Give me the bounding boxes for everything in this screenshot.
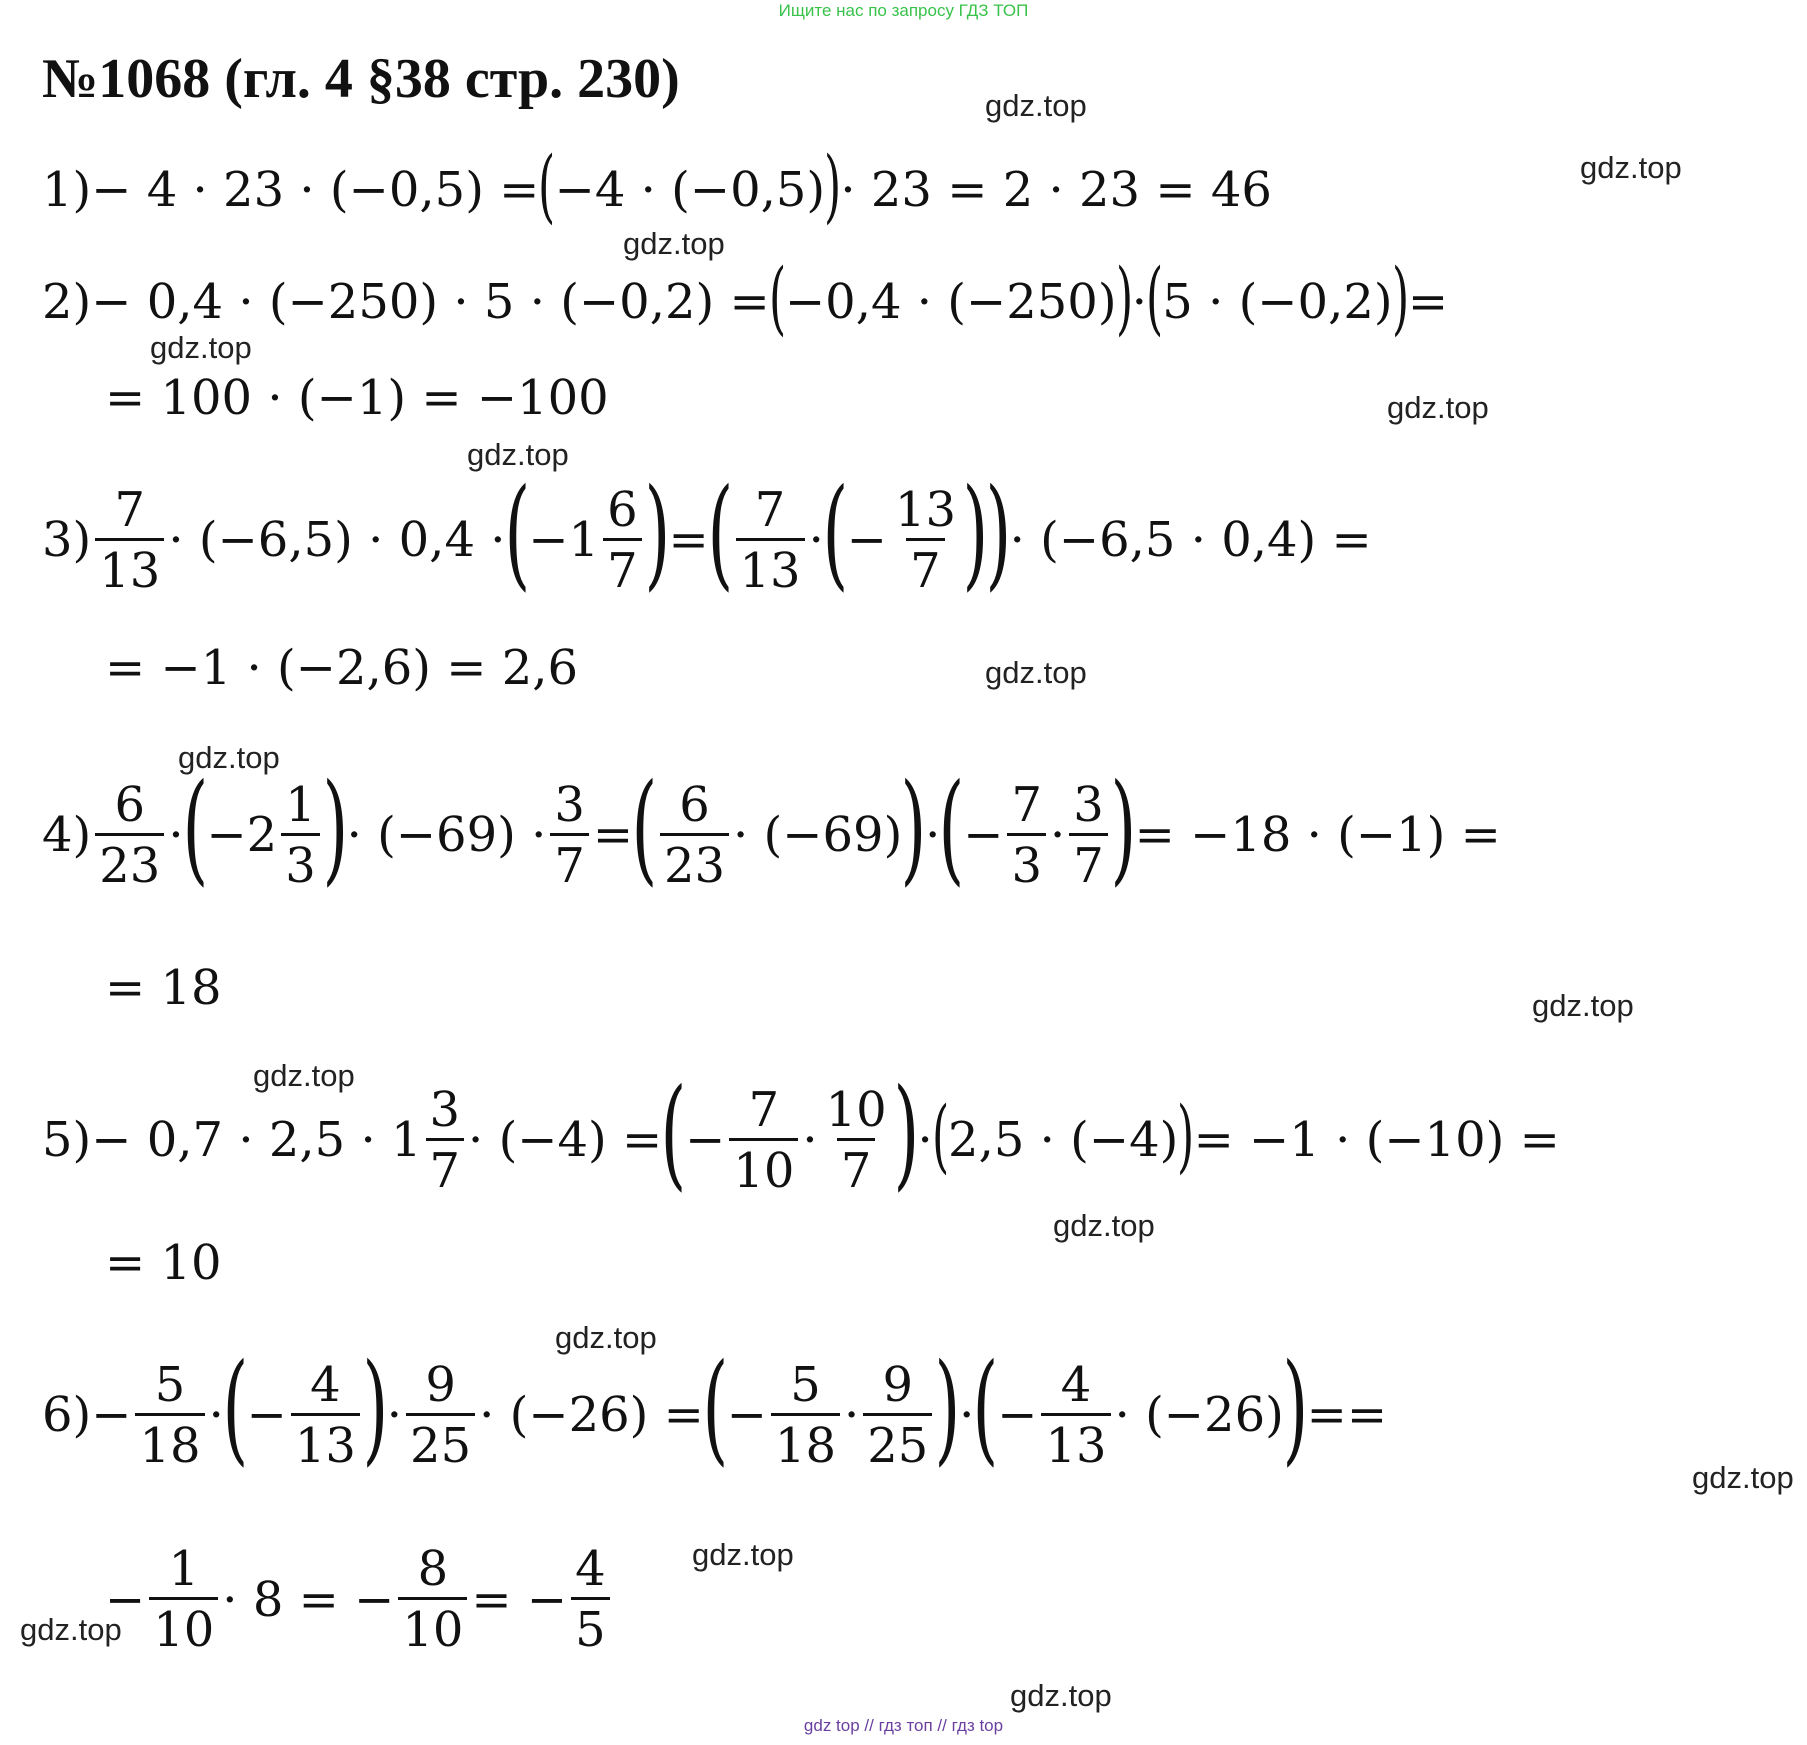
- fraction: [1069, 776, 1108, 894]
- fraction: [398, 1541, 467, 1658]
- expr: −4 · (−0,5): [554, 162, 826, 218]
- numerator: 5: [154, 1356, 186, 1413]
- paren-open: (: [1146, 251, 1164, 344]
- numerator: 3: [1073, 776, 1104, 833]
- numerator: 4: [310, 1356, 341, 1413]
- denominator: 7: [906, 538, 945, 595]
- expr: ==: [1306, 1387, 1388, 1443]
- solution-6: [42, 1339, 1388, 1478]
- numerator: 1: [285, 776, 316, 833]
- watermark: gdz.top: [623, 226, 725, 261]
- numerator: 7: [754, 481, 786, 538]
- paren-open: (: [972, 1339, 999, 1478]
- expr: −: [846, 512, 887, 568]
- expr: = −1 · (−2,6) = 2,6: [105, 640, 579, 696]
- denominator: 10: [729, 1138, 798, 1195]
- expr: = 10: [105, 1235, 222, 1291]
- denominator: 7: [603, 538, 642, 595]
- expr: · (−69) ·: [346, 807, 547, 863]
- denominator: 13: [291, 1413, 360, 1470]
- paren-close: ): [1177, 1089, 1195, 1182]
- expr: · (−6,5) · 0,4 ·: [168, 512, 506, 568]
- watermark: gdz.top: [1053, 1208, 1155, 1243]
- fraction: [736, 481, 805, 599]
- paren-close: ): [362, 1339, 389, 1478]
- watermark: gdz.top: [178, 740, 280, 775]
- expr: −: [963, 807, 1004, 863]
- paren-open: (: [707, 464, 733, 603]
- denominator: 13: [736, 538, 805, 595]
- item-label: 5): [42, 1112, 92, 1168]
- expr: −: [685, 1112, 726, 1168]
- paren-close: ): [824, 139, 842, 232]
- denominator: 13: [95, 538, 164, 595]
- item-label: 2): [42, 274, 92, 330]
- paren-open: (: [931, 1089, 950, 1182]
- numerator: 10: [825, 1081, 887, 1138]
- paren-open: (: [938, 759, 965, 898]
- paren-open: (: [822, 464, 849, 603]
- solution-6-continuation: [105, 1541, 614, 1658]
- paren-close: ): [322, 759, 349, 898]
- solution-3: [42, 464, 1372, 603]
- denominator: 25: [406, 1413, 475, 1470]
- footer: gdz top // гдз топ // гдз top: [803, 1716, 1004, 1735]
- expr: ·: [1049, 807, 1066, 863]
- fraction: [891, 481, 960, 599]
- solution-2: [42, 251, 1449, 344]
- expr: = −1 · (−10) =: [1193, 1112, 1560, 1168]
- watermark: gdz.top: [985, 88, 1087, 123]
- expr: · 8 = −: [222, 1571, 395, 1628]
- watermark: gdz.top: [1387, 390, 1489, 425]
- expr: =: [592, 807, 634, 863]
- paren-close: ): [1110, 759, 1137, 898]
- expr: ·: [208, 1387, 224, 1443]
- numerator: 13: [894, 481, 956, 538]
- solution-1: [42, 139, 1272, 232]
- expr: 5 · (−0,2): [1162, 274, 1393, 330]
- paren-close: ): [893, 1064, 920, 1203]
- expr: −: [91, 1387, 132, 1443]
- denominator: 3: [1007, 833, 1046, 890]
- paren-open: (: [702, 1339, 729, 1478]
- paren-open: (: [538, 139, 556, 232]
- denominator: 18: [135, 1413, 204, 1470]
- whole-part: −2: [206, 807, 278, 863]
- expr: · 23 = 2 · 23 = 46: [840, 162, 1272, 218]
- mixed-number: [206, 776, 323, 894]
- fraction: [291, 1356, 360, 1474]
- denominator: 3: [281, 833, 320, 890]
- expr: ·: [802, 1112, 818, 1168]
- fraction: [406, 1356, 475, 1474]
- denominator: 23: [660, 833, 729, 890]
- numerator: 6: [114, 776, 146, 833]
- expr: · (−69): [733, 807, 903, 863]
- fraction: [95, 481, 164, 599]
- solution-4-continuation: [105, 960, 222, 1016]
- expr: − 0,7 · 2,5 · 1: [91, 1112, 422, 1168]
- fraction: [426, 1081, 465, 1199]
- expr: ·: [844, 1387, 860, 1443]
- watermark: gdz.top: [1532, 988, 1634, 1023]
- expr: −: [997, 1387, 1038, 1443]
- expr: − 4 · 23 · (−0,5) =: [91, 162, 540, 218]
- fraction: [95, 776, 164, 894]
- denominator: 10: [398, 1597, 467, 1654]
- paren-open: (: [222, 1339, 249, 1478]
- numerator: 6: [679, 776, 710, 833]
- numerator: 7: [748, 1081, 780, 1138]
- numerator: 4: [1060, 1356, 1092, 1413]
- expr: ·: [959, 1387, 975, 1443]
- numerator: 7: [114, 481, 146, 538]
- expr: − 0,4 · (−250) · 5 · (−0,2) =: [91, 274, 770, 330]
- denominator: 23: [95, 833, 164, 890]
- expr: = −18 · (−1) =: [1134, 807, 1501, 863]
- solution-3-continuation: [105, 640, 578, 696]
- denominator: 18: [771, 1413, 840, 1470]
- expr: =: [1407, 274, 1449, 330]
- paren-close: ): [985, 464, 1012, 603]
- fraction: [771, 1356, 840, 1474]
- expr: −: [105, 1571, 146, 1628]
- watermark: gdz.top: [1010, 1678, 1112, 1713]
- expr: ·: [1131, 274, 1148, 330]
- numerator: 6: [607, 481, 638, 538]
- numerator: 5: [790, 1356, 821, 1413]
- paren-close: ): [1115, 251, 1133, 344]
- numerator: 1: [168, 1541, 200, 1597]
- expr: = −: [471, 1571, 568, 1628]
- expr: 2,5 · (−4): [948, 1112, 1179, 1168]
- watermark: gdz.top: [467, 437, 569, 472]
- expr: ·: [917, 1112, 933, 1168]
- paren-close: ): [644, 464, 670, 603]
- numerator: 9: [882, 1356, 914, 1413]
- paren-open: (: [182, 759, 208, 898]
- fraction: [281, 776, 320, 894]
- numerator: 7: [1011, 776, 1042, 833]
- fraction: [571, 1541, 610, 1658]
- page-title: №1068 (гл. 4 §38 стр. 230): [42, 48, 680, 110]
- fraction: [729, 1081, 798, 1199]
- paren-close: ): [900, 759, 927, 898]
- item-label: 6): [42, 1387, 92, 1443]
- expr: ·: [925, 807, 941, 863]
- numerator: 8: [417, 1541, 449, 1597]
- expr: · (−26): [1114, 1387, 1284, 1443]
- paren-close: ): [1391, 251, 1409, 344]
- solution-2-continuation: [105, 370, 609, 426]
- expr: = 18: [105, 960, 222, 1016]
- expr: −: [246, 1387, 287, 1443]
- paren-close: ): [1282, 1339, 1309, 1478]
- fraction: [603, 481, 642, 599]
- numerator: 3: [429, 1081, 461, 1138]
- paren-close: ): [962, 464, 989, 603]
- paren-open: (: [504, 464, 530, 603]
- whole-part: −1: [528, 512, 600, 568]
- solution-4: [42, 759, 1501, 898]
- fraction: [135, 1356, 204, 1474]
- item-label: 3): [42, 512, 92, 568]
- watermark: gdz.top: [150, 330, 252, 365]
- fraction: [1041, 1356, 1110, 1474]
- watermark: gdz.top: [1692, 1460, 1794, 1495]
- paren-open: (: [631, 759, 658, 898]
- watermark: gdz.top: [555, 1320, 657, 1355]
- fraction: [822, 1081, 891, 1199]
- expr: · (−26) =: [479, 1387, 704, 1443]
- fraction: [660, 776, 729, 894]
- fraction: [149, 1541, 218, 1658]
- paren-close: ): [934, 1339, 961, 1478]
- paren-open: (: [660, 1064, 687, 1203]
- watermark: gdz.top: [985, 655, 1087, 690]
- fraction: [863, 1356, 932, 1474]
- denominator: 7: [837, 1138, 876, 1195]
- expr: = 100 · (−1) = −100: [105, 370, 609, 426]
- numerator: 3: [554, 776, 585, 833]
- denominator: 25: [863, 1413, 932, 1470]
- expr: ·: [386, 1387, 403, 1443]
- expr: · (−6,5 · 0,4) =: [1009, 512, 1372, 568]
- watermark: gdz.top: [253, 1058, 355, 1093]
- expr: ·: [168, 807, 184, 863]
- expr: −: [726, 1387, 767, 1443]
- denominator: 7: [550, 833, 589, 890]
- denominator: 7: [1069, 833, 1108, 890]
- denominator: 7: [426, 1138, 465, 1195]
- top-banner: Ищите нас по запросу ГДЗ ТОП: [778, 1, 1029, 20]
- denominator: 5: [571, 1597, 610, 1654]
- expr: ·: [808, 512, 824, 568]
- expr: · (−4) =: [468, 1112, 663, 1168]
- watermark: gdz.top: [20, 1612, 122, 1647]
- fraction: [1007, 776, 1046, 894]
- numerator: 4: [575, 1541, 606, 1597]
- numerator: 9: [425, 1356, 456, 1413]
- mixed-number: [528, 481, 645, 599]
- fraction: [550, 776, 589, 894]
- item-label: 1): [42, 162, 92, 218]
- item-label: 4): [42, 807, 92, 863]
- expr: −0,4 · (−250): [784, 274, 1117, 330]
- denominator: 13: [1041, 1413, 1110, 1470]
- watermark: gdz.top: [1580, 150, 1682, 185]
- watermark: gdz.top: [692, 1537, 794, 1572]
- solution-5-continuation: [105, 1235, 222, 1291]
- expr: =: [668, 512, 709, 568]
- paren-open: (: [768, 251, 786, 344]
- denominator: 10: [149, 1597, 218, 1654]
